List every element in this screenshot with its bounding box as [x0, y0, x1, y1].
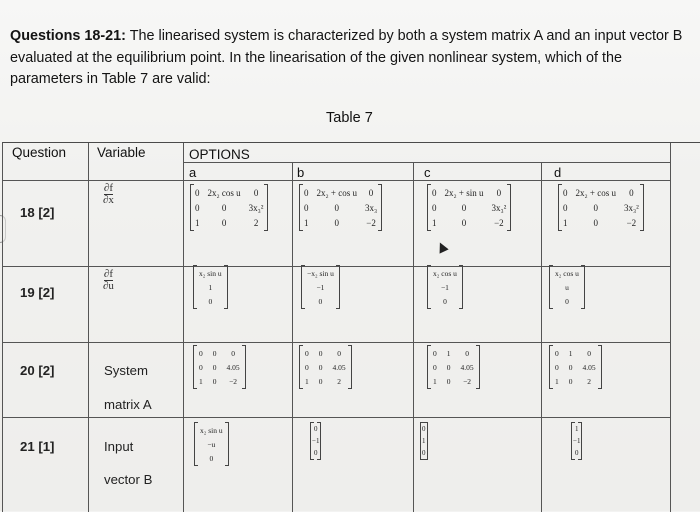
option-c-letter: c — [424, 165, 431, 180]
matrix-cell: 0 — [304, 202, 309, 213]
matrix-cell: 0 — [318, 348, 323, 358]
matrix-cell: 0 — [212, 376, 217, 386]
matrix-21-b — [310, 423, 321, 459]
matrix-cell: −2 — [463, 376, 472, 386]
matrix-cell: x₂ sin u — [200, 425, 223, 435]
matrix-cell: 0 — [593, 202, 598, 213]
matrix-cell: 0 — [422, 449, 426, 457]
rule — [3, 180, 671, 181]
header-options: OPTIONS — [189, 147, 250, 162]
matrix-cell: −x₂ sin u — [307, 268, 334, 278]
question-label-18: 18 [2] — [20, 205, 55, 220]
matrix-cell: −2 — [366, 217, 376, 228]
matrix-cell: 2x₂ + cos u — [316, 187, 357, 198]
matrix-cell: 0 — [574, 449, 579, 457]
matrix-cell: 0 — [253, 187, 259, 198]
matrix-cell: 1 — [422, 437, 426, 445]
matrix-cell: 0 — [432, 202, 437, 213]
matrix-cell: x₂ cos u — [555, 268, 579, 278]
matrix-cell: 1 — [563, 217, 568, 228]
matrix-cell: 0 — [465, 348, 469, 358]
matrix-cell: 0 — [195, 202, 200, 213]
rule — [183, 162, 671, 163]
matrix-cell: 0 — [199, 362, 203, 372]
matrix-cell: 0 — [629, 187, 634, 198]
matrix-cell: 1 — [574, 425, 579, 433]
rule — [88, 143, 89, 512]
matrix-cell: 1 — [208, 282, 213, 292]
matrix-19-c — [427, 266, 463, 308]
matrix-cell: 3x₃² — [248, 202, 264, 213]
variable-system-line1: System — [104, 363, 148, 378]
matrix-cell: 0 — [212, 362, 217, 372]
variable-input-line1: Input — [104, 439, 134, 454]
matrix-cell: 1 — [555, 376, 559, 386]
matrix-cell: 1 — [446, 348, 451, 358]
matrix-cell: 0 — [305, 362, 309, 372]
matrix-19-a — [193, 266, 228, 308]
matrix-20-d — [549, 346, 602, 388]
rule — [670, 143, 671, 512]
matrix-cell: 0 — [334, 217, 339, 228]
matrix-cell: 0 — [555, 348, 559, 358]
matrix-cell: 1 — [304, 217, 309, 228]
matrix-cell: 4.05 — [332, 362, 346, 372]
options-table — [2, 142, 700, 512]
matrix-cell: −1 — [573, 437, 581, 445]
matrix-cell: 1 — [432, 217, 437, 228]
variable-df-dx: ∂f ∂x — [103, 182, 114, 206]
matrix-cell: 0 — [432, 187, 437, 198]
question-label-21: 21 [1] — [20, 439, 55, 454]
matrix-cell: 0 — [593, 217, 598, 228]
matrix-18-b — [299, 185, 382, 230]
matrix-cell: −u — [207, 439, 216, 449]
matrix-cell: 0 — [433, 362, 437, 372]
rule — [3, 342, 671, 343]
matrix-cell: 0 — [433, 348, 437, 358]
header-variable: Variable — [97, 145, 146, 160]
question-label-19: 19 [2] — [20, 285, 55, 300]
matrix-cell: 3x₃² — [491, 202, 507, 213]
header-question: Question — [12, 145, 67, 160]
matrix-21-c — [420, 423, 428, 459]
matrix-cell: 4.05 — [582, 362, 596, 372]
matrix-cell: 0 — [318, 362, 323, 372]
question-label-20: 20 [2] — [20, 363, 55, 378]
matrix-21-d — [571, 423, 582, 459]
matrix-cell: 0 — [334, 202, 339, 213]
matrix-cell: 0 — [208, 296, 213, 306]
matrix-cell: 0 — [568, 376, 573, 386]
matrix-20-a — [193, 346, 246, 388]
matrix-cell: −1 — [316, 282, 325, 292]
matrix-cell: 0 — [221, 202, 227, 213]
matrix-cell: 0 — [563, 187, 568, 198]
matrix-cell: 2 — [337, 376, 341, 386]
matrix-cell: 2x₂ cos u — [207, 187, 241, 198]
matrix-18-a — [190, 185, 268, 230]
matrix-cell: 0 — [337, 348, 341, 358]
matrix-cell: 0 — [195, 187, 200, 198]
question-lead: Questions 18-21: — [10, 28, 126, 44]
matrix-cell: 2 — [587, 376, 591, 386]
matrix-cell: 3x₃² — [623, 202, 639, 213]
table-title: Table 7 — [326, 110, 373, 126]
matrix-cell: 0 — [221, 217, 227, 228]
matrix-cell: −1 — [440, 282, 449, 292]
matrix-cell: x₂ cos u — [433, 268, 457, 278]
matrix-cell: 0 — [565, 296, 569, 306]
matrix-cell: −2 — [494, 217, 504, 228]
matrix-cell: x₂ sin u — [199, 268, 222, 278]
matrix-20-b — [299, 346, 352, 388]
matrix-cell: 0 — [305, 348, 309, 358]
rule — [541, 162, 542, 512]
matrix-cell: 0 — [368, 187, 374, 198]
variable-input-line2: vector B — [104, 472, 153, 487]
option-d-letter: d — [554, 165, 562, 180]
matrix-cell: 4.05 — [460, 362, 474, 372]
option-a-letter: a — [189, 165, 197, 180]
matrix-cell: 0 — [461, 217, 467, 228]
matrix-cell: 1 — [305, 376, 309, 386]
variable-system-line2: matrix A — [104, 397, 152, 412]
matrix-cell: 0 — [318, 296, 323, 306]
question-text — [10, 26, 694, 91]
matrix-18-c — [427, 185, 511, 230]
variable-df-du: ∂f ∂u — [103, 268, 114, 292]
rule — [292, 162, 293, 512]
matrix-cell: 1 — [433, 376, 437, 386]
matrix-cell: 0 — [555, 362, 559, 372]
matrix-cell: 0 — [313, 449, 318, 457]
matrix-cell: 0 — [496, 187, 502, 198]
matrix-cell: 2x₂ + cos u — [575, 187, 616, 198]
matrix-cell: 0 — [199, 348, 203, 358]
question-body: The linearised system is characterized by both a system matrix A and an input vector B evaluated at the equilibrium point. In the linearisation of the given nonlinear system, which of the parameters in Table 7 are valid: — [10, 28, 683, 87]
matrix-cell: 0 — [422, 425, 426, 433]
matrix-cell: −1 — [312, 437, 320, 445]
matrix-19-b — [301, 266, 340, 308]
rule — [3, 417, 671, 418]
matrix-cell: 0 — [446, 376, 451, 386]
matrix-cell: u — [565, 282, 569, 292]
matrix-cell: 1 — [195, 217, 200, 228]
matrix-cell: 1 — [568, 348, 573, 358]
matrix-21-a — [194, 423, 229, 465]
matrix-cell: 0 — [212, 348, 217, 358]
matrix-20-c — [427, 346, 480, 388]
rule — [413, 162, 414, 512]
matrix-19-d — [549, 266, 585, 308]
matrix-cell: 1 — [199, 376, 203, 386]
matrix-cell: 0 — [313, 425, 318, 433]
matrix-cell: −2 — [229, 376, 238, 386]
matrix-18-d — [558, 185, 644, 230]
matrix-cell: 4.05 — [226, 362, 240, 372]
matrix-cell: 2x₂ + sin u — [444, 187, 484, 198]
matrix-cell: 0 — [209, 453, 214, 463]
matrix-cell: 0 — [568, 362, 573, 372]
matrix-cell: 0 — [563, 202, 568, 213]
rule — [183, 143, 184, 512]
matrix-cell: 0 — [443, 296, 447, 306]
matrix-cell: 0 — [318, 376, 323, 386]
matrix-cell: −2 — [626, 217, 637, 228]
matrix-cell: 2 — [253, 217, 259, 228]
matrix-cell: 0 — [587, 348, 591, 358]
matrix-cell: 0 — [461, 202, 467, 213]
option-b-letter: b — [297, 165, 305, 180]
matrix-cell: 0 — [304, 187, 309, 198]
matrix-cell: 3x₃ — [364, 202, 378, 213]
matrix-cell: 0 — [231, 348, 235, 358]
matrix-cell: 0 — [446, 362, 451, 372]
